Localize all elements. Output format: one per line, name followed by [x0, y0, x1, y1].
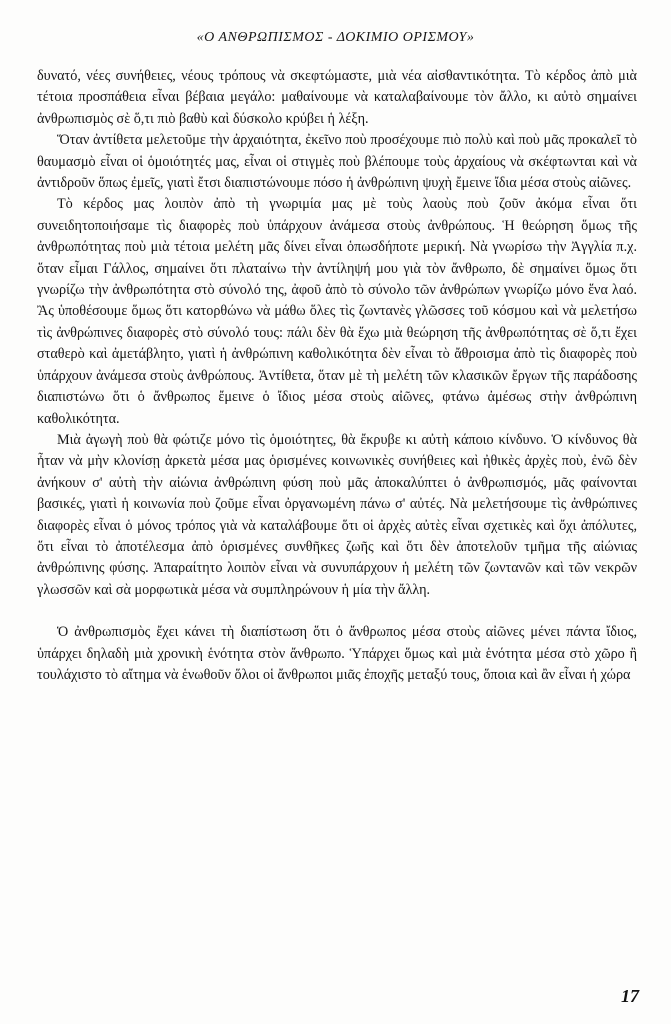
paragraph: Ὁ ἀνθρωπισμὸς ἔχει κάνει τὴ διαπίστωση ὅτι ὁ ἄνθρωπος μέσα στοὺς αἰῶνες μένει πάντα ἴδιος, ὑπάρχει δηλαδὴ μιὰ χρονικὴ ἑνότητα στὸν ἄνθρωπο. Ὑπάρχει ὅμως καὶ μιὰ ἑνότητα μέσα στὸ χῶρο ἢ τουλάχιστο τὸ αἴτημα νὰ ἑνωθοῦν ὅλοι οἱ ἄνθρωποι μιᾶς ἐποχῆς μεταξύ τους, ὅποια καὶ ἂν εἶναι ἡ χώρα	[37, 624, 637, 683]
paragraph: Ὅταν ἀντίθετα μελετοῦμε τὴν ἀρχαιότητα, ἐκεῖνο ποὺ προσέχουμε πιὸ πολὺ καὶ ποὺ μᾶς προκαλεῖ τὸ θαυμασμὸ εἶναι οἱ ὁμοιότητές μας, εἶναι οἱ στιγμὲς ποὺ βλέπουμε τοὺς ἀρχαίους νὰ σκέφτωνται καὶ νὰ ἀντιδροῦν ὅπως ἐμεῖς, γιατὶ ἔτσι διαπιστώνουμε πόσο ἡ ἀνθρώπινη ψυχὴ ἔμεινε ἴδια μέσα στοὺς αἰῶνες.	[37, 132, 637, 192]
paragraph: δυνατό, νέες συνήθειες, νέους τρόπους νὰ σκεφτώμαστε, μιὰ νέα αἰσθαντικότητα. Τὸ κέρδος ἀπὸ μιὰ τέτοια προσπάθεια εἶναι βέβαια μεγάλο: μαθαίνουμε νὰ καταλαβαίνουμε τὸν ἄλλο, κι αὐτὸ σημαίνει ἀνθρωπισμὸς σὲ ὅ,τι πιὸ βαθὺ καὶ δύσκολο κρύβει ἡ λέξη.	[37, 68, 637, 127]
paragraph: Τὸ κέρδος μας λοιπὸν ἀπὸ τὴ γνωριμία μας μὲ τοὺς λαοὺς ποὺ ζοῦν ἀκόμα εἶναι ὅτι συνειδητοποιήσαμε τὶς διαφορὲς ποὺ ὑπάρχουν ἀνάμεσα στοὺς ἀνθρώπους. Ἡ θεώρηση ὅμως τῆς ἀνθρωπότητας ποὺ μιὰ τέτοια μελέτη μᾶς δίνει εἶναι ὁπωσδήποτε μερική. Νὰ γνωρίσω τὴν Ἀγγλία π.χ. ὅταν εἶμαι Γάλλος, σημαίνει ὅτι πλαταίνω τὴν ἀντίληψή μου γιὰ τὸν ἄνθρωπο, δὲ σημαίνει ὅμως ὅτι γνωρίζω τὴν ἀνθρωπότητα στὸ σύνολό της, ἀφοῦ ἀπὸ τὸ σύνολο τῶν ἀνθρώπων γνωρίζω μόνο ἕνα λαό. Ἂς ὑποθέσουμε ὅμως ὅτι κατορθώνω νὰ μάθω ὅλες τὶς ζωντανὲς γλῶσσες τοῦ κόσμου καὶ νὰ μελετήσω τὶς ἀνθρώπινες διαφορὲς στὸ σύνολό τους: πάλι δὲν θὰ ἔχω μιὰ θεώρηση τῆς ἀνθρωπότητας σὲ ὅ,τι ἔχει σταθερὸ καὶ ἀμετάβλητο, γιατὶ ἡ ἀνθρώπινη καθολικότητα δὲν εἶναι τὸ ἄθροισμα ἀπὸ τὶς διαφορὲς ποὺ ὑπάρχουν ἀνάμεσα στοὺς ἀνθρώπους. Ἀντίθετα, ὅταν μὲ τὴ μελέτη τῶν κλασικῶν ἔργων τῆς παράδοσης διαπιστώνω ὅτι ὁ ἄνθρωπος ἔμεινε ὁ ἴδιος μέσα στοὺς αἰῶνες, φτάνω ἀμέσως στὴν ἀνθρώπινη καθολικότητα.	[37, 196, 637, 427]
running-head: «Ο ΑΝΘΡΩΠΙΣΜΟΣ - ΔΟΚΙΜΙΟ ΟΡΙΣΜΟΥ»	[196, 30, 475, 45]
page-number: 17	[621, 986, 639, 1006]
paragraph: Μιὰ ἀγωγὴ ποὺ θὰ φώτιζε μόνο τὶς ὁμοιότητες, θὰ ἔκρυβε κι αὐτὴ κάποιο κίνδυνο. Ὁ κίνδυνος θὰ ἦταν νὰ μὴν κλονίσῃ ἀρκετὰ μέσα μας ὁρισμένες κοινωνικὲς συνήθειες καὶ ἠθικὲς ἀρχὲς ποὺ, ἐνῶ δὲν ἀνήκουν σ' αὐτὴ τὴν αἰώνια ἀνθρώπινη φύση ποὺ μᾶς ἀποκαλύπτει ὁ ἀνθρωπισμός, μᾶς φαίνονται βασικές, γιατὶ ἡ κοινωνία ποὺ ζοῦμε εἶναι ὀργανωμένη πάνω σ' αὐτές. Νὰ μελετήσουμε τὶς ἀνθρώπινες διαφορὲς εἶναι ὁ μόνος τρόπος γιὰ νὰ καταλάβουμε ὅτι οἱ ἀρχὲς αὐτὲς εἶναι σχετικὲς καὶ ὄχι ἀπόλυτες, ὅτι εἶναι τὸ ἀποτέλεσμα ἀπὸ ὁρισμένες συνθῆκες ζωῆς καὶ ὅτι δὲν ἀποτελοῦν τμῆμα τῆς αἰώνιας ἀνθρώπινης φύσης. Ἀπαραίτητο λοιπὸν εἶναι νὰ συνυπάρχουν ἡ μελέτη τῶν ζωντανῶν καὶ τῶν νεκρῶν γλωσσῶν καὶ σὰ μορφωτικὰ μέσα νὰ συμπληρώνουν ἡ μία τὴν ἄλλη.	[37, 431, 637, 598]
body-text	[37, 66, 637, 686]
